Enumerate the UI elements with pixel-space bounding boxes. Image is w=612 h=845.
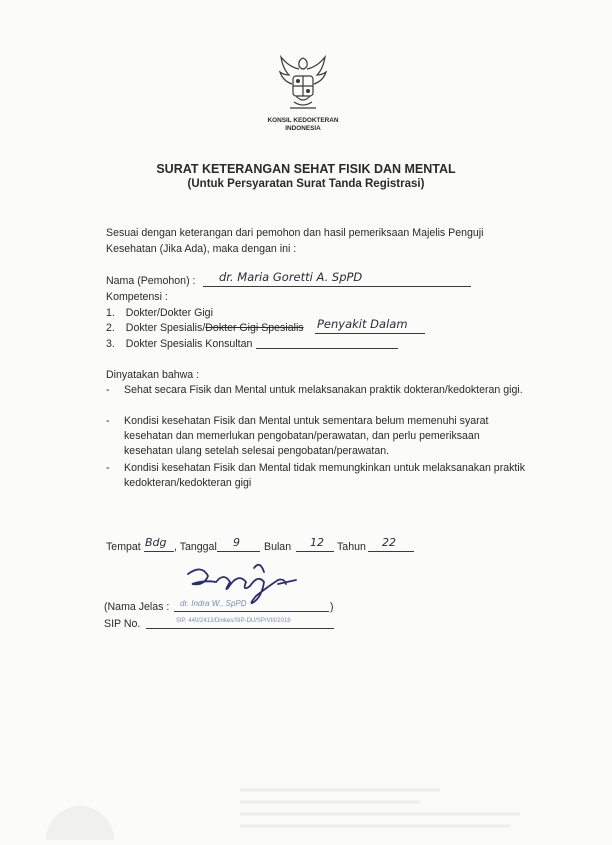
kompetensi-label: Kompetensi :: [106, 291, 168, 303]
org-line2: INDONESIA: [285, 125, 321, 132]
spesialis-field: [315, 318, 425, 334]
kompetensi-item-3: 3. Dokter Spesialis Konsultan: [106, 338, 253, 350]
bulan-label: Bulan: [264, 541, 292, 553]
declaration-label: Dinyatakan bahwa :: [106, 369, 200, 381]
declaration-item-1: Sehat secara Fisik dan Mental untuk melaksanakan praktik dokteran/kedokteran gigi.: [124, 384, 523, 396]
close-paren: ): [330, 601, 334, 613]
stamp-sip: SIP. 440/2413/Dinkes/SIP-DU/SP/VIII/2018: [176, 618, 291, 624]
bullet-dash: -: [106, 384, 110, 396]
document-title: SURAT KETERANGAN SEHAT FISIK DAN MENTAL: [156, 162, 456, 176]
kompetensi-item-1: 1. Dokter/Dokter Gigi: [106, 307, 213, 319]
org-line1: KONSIL KEDOKTERAN: [267, 117, 339, 124]
document-subtitle: (Untuk Persyaratan Surat Tanda Registrasi): [187, 178, 425, 190]
org-name: [250, 117, 356, 133]
tanggal-field: [217, 537, 260, 552]
tahun-field: [368, 537, 414, 552]
sip-field: [146, 616, 334, 629]
tahun-label: Tahun: [337, 541, 366, 553]
bleed-through-texture: [40, 770, 570, 840]
declaration-item-2: Kondisi kesehatan Fisik dan Mental untuk sementara belum memenuhi syarat kesehatan dan memerlukan pengobatan/perawatan, dan perlu pemeriksaan kesehatan ulang setelah selesai pengobatan/perawatan.: [124, 415, 489, 457]
name-field: [203, 270, 471, 287]
tanggal-label: , Tanggal: [174, 541, 217, 553]
tempat-field: [144, 537, 174, 552]
konsultan-field: [256, 335, 398, 349]
stamp-name: dr. Indra W., SpPD: [180, 599, 247, 608]
tahun-value: 22: [382, 536, 396, 549]
bulan-field: [296, 537, 334, 552]
bullet-dash: -: [106, 462, 110, 474]
tempat-label: Tempat: [106, 541, 141, 553]
name-value: dr. Maria Goretti A. SpPD: [219, 270, 363, 284]
intro-line-1: Sesuai dengan keterangan dari pemohon dan hasil pemeriksaan Majelis Penguji: [106, 227, 484, 239]
nama-jelas-label: (Nama Jelas :: [104, 601, 170, 613]
garuda-emblem-icon: [272, 52, 334, 118]
spesialis-value: Penyakit Dalam: [317, 317, 408, 331]
name-label: Nama (Pemohon) :: [106, 275, 196, 287]
tanggal-value: 9: [233, 536, 240, 549]
sip-label: SIP No.: [104, 618, 141, 630]
tempat-value: Bdg: [145, 536, 167, 549]
bullet-dash: -: [106, 415, 110, 427]
intro-line-2: Kesehatan (Jika Ada), maka dengan ini :: [106, 243, 297, 255]
struck-text: Dokter Gigi Spesialis: [205, 322, 304, 334]
declaration-item-3: Kondisi kesehatan Fisik dan Mental tidak memungkinkan untuk melaksanakan praktik kedokteran/kedokteran gigi: [124, 462, 526, 489]
kompetensi-item-2: 2. Dokter Spesialis/Dokter Gigi Spesialis: [106, 322, 304, 334]
bulan-value: 12: [310, 536, 324, 549]
nama-jelas-field: [174, 598, 329, 612]
